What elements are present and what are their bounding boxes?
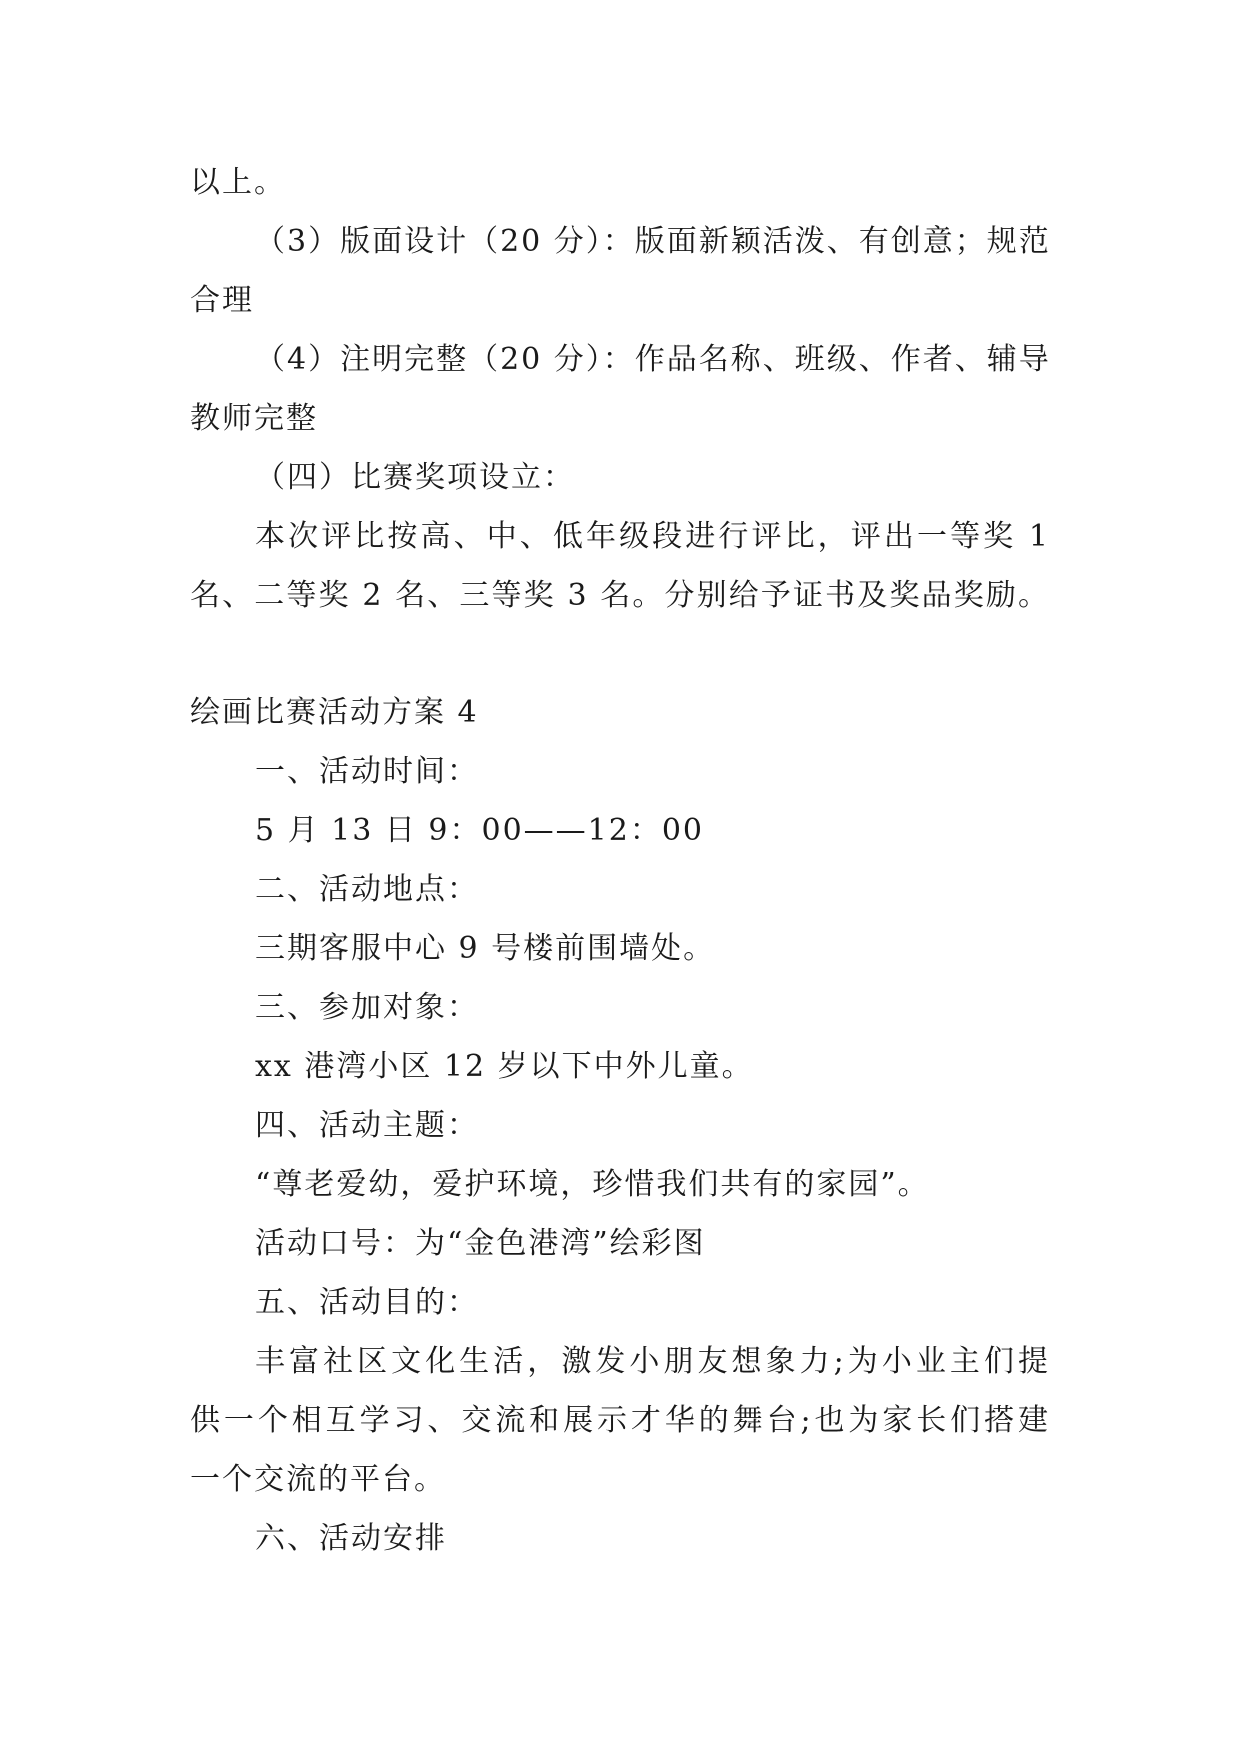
text-line: 教师完整	[190, 401, 318, 436]
text-line: 本次评比按高、中、低年级段进行评比，评出一等奖 1	[255, 519, 1050, 554]
text-line: 三期客服中心 9 号楼前围墙处。	[255, 931, 716, 966]
document-title: 绘画比赛活动方案 4	[190, 695, 479, 730]
section-heading: 一、活动时间：	[255, 754, 479, 789]
text-line: 丰富社区文化生活，激发小朋友想象力;为小业主们提	[255, 1344, 1050, 1379]
text-line: 名、二等奖 2 名、三等奖 3 名。分别给予证书及奖品奖励。	[190, 578, 1050, 613]
text-line: “尊老爱幼，爱护环境，珍惜我们共有的家园”。	[255, 1167, 930, 1202]
text-line: （3）版面设计（20 分）：版面新颖活泼、有创意；规范	[255, 224, 1051, 259]
section-heading: 五、活动目的：	[255, 1285, 479, 1320]
text-line: xx 港湾小区 12 岁以下中外儿童。	[255, 1049, 754, 1084]
text-line: 供一个相互学习、交流和展示才华的舞台;也为家长们搭建	[190, 1403, 1050, 1438]
section-heading: 六、活动安排	[255, 1521, 447, 1556]
section-heading: （四）比赛奖项设立：	[255, 460, 575, 495]
text-line: 以上。	[190, 165, 286, 200]
section-heading: 二、活动地点：	[255, 872, 479, 907]
text-line: 一个交流的平台。	[190, 1462, 446, 1497]
text-line: （4）注明完整（20 分）：作品名称、班级、作者、辅导	[255, 342, 1051, 377]
section-heading: 四、活动主题：	[255, 1108, 479, 1143]
section-heading: 三、参加对象：	[255, 990, 479, 1025]
text-line: 5 月 13 日 9：00——12：00	[255, 813, 705, 848]
text-line: 合理	[190, 283, 254, 318]
text-line: 活动口号：为“金色港湾”绘彩图	[255, 1226, 706, 1261]
